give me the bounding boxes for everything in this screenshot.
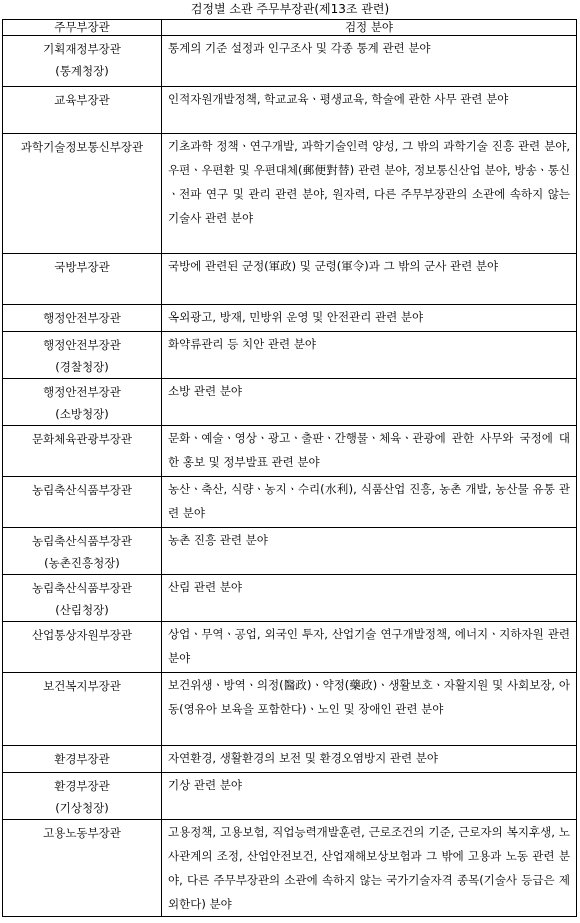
table-row <box>3 332 577 379</box>
ministry-cell: 문화체육관광부장관 <box>3 426 162 477</box>
table-row <box>3 746 577 773</box>
ministry-cell: 행정안전부장관 (경찰청장) <box>3 332 162 379</box>
field-cell: 문화ㆍ예술ㆍ영상ㆍ광고ㆍ출판ㆍ간행물ㆍ체육ㆍ관광에 관한 사무와 국정에 대한 홍보 및 정부발표 관련 분야 <box>162 426 577 477</box>
ministry-cell: 행정안전부장관 (소방청장) <box>3 379 162 426</box>
table-row <box>3 622 577 673</box>
ministry-cell: 과학기술정보통신부장관 <box>3 134 162 254</box>
ministry-cell: 행정안전부장관 <box>3 305 162 332</box>
field-cell: 기상 관련 분야 <box>162 773 577 820</box>
ministry-cell: 고용노동부장관 <box>3 820 162 917</box>
header-row <box>3 20 577 36</box>
ministry-cell: 농림축산식품부장관 (농촌진흥청장) <box>3 528 162 575</box>
field-cell: 농촌 진흥 관련 분야 <box>162 528 577 575</box>
field-cell: 고용정책, 고용보험, 직업능력개발훈련, 근로조건의 기준, 근로자의 복지후생, 노사관계의 조정, 산업안전보건, 산업재해보상보험과 그 밖에 고용과 노동 관련 분야, 다른 주무부장관의 소관에 속하지 않는 국가기술자격 종목(기술사 등급은 제외한다) 분야 <box>162 820 577 917</box>
ministry-cell: 국방부장관 <box>3 254 162 305</box>
table-title: 검정별 소관 주무부장관(제13조 관련) <box>190 2 390 16</box>
ministry-cell: 환경부장관 <box>3 746 162 773</box>
ministry-table <box>2 19 577 917</box>
field-cell: 자연환경, 생활환경의 보전 및 환경오염방지 관련 분야 <box>162 746 577 773</box>
ministry-cell: 산업통상자원부장관 <box>3 622 162 673</box>
ministry-cell: 농림축산식품부장관 (산림청장) <box>3 575 162 622</box>
ministry-cell: 환경부장관 (기상청장) <box>3 773 162 820</box>
table-row <box>3 305 577 332</box>
field-cell: 옥외광고, 방재, 민방위 운영 및 안전관리 관련 분야 <box>162 305 577 332</box>
table-row <box>3 36 577 87</box>
table-row <box>3 820 577 917</box>
field-cell: 산림 관련 분야 <box>162 575 577 622</box>
table-row <box>3 528 577 575</box>
field-cell: 보건위생ㆍ방역ㆍ의정(醫政)ㆍ약정(藥政)ㆍ생활보호ㆍ자활지원 및 사회보장, 아동(영유아 보육을 포함한다)ㆍ노인 및 장애인 관련 분야 <box>162 673 577 746</box>
ministry-cell: 교육부장관 <box>3 87 162 134</box>
ministry-cell: 보건복지부장관 <box>3 673 162 746</box>
field-cell: 기초과학 정책ㆍ연구개발, 과학기술인력 양성, 그 밖의 과학기술 진흥 관련 분야, 우편ㆍ우편환 및 우편대체(郵便對替) 관련 분야, 정보통신산업 분야, 방송ㆍ통신ㆍ전파 연구 및 관리 관련 분야, 원자력, 다른 주무부장관의 소관에 속하지 않는 기술사 관련 분야 <box>162 134 577 254</box>
table-row <box>3 254 577 305</box>
ministry-cell: 기획재정부장관 (통계청장) <box>3 36 162 87</box>
field-cell: 인적자원개발정책, 학교교육ㆍ평생교육, 학술에 관한 사무 관련 분야 <box>162 87 577 134</box>
table-row <box>3 575 577 622</box>
field-cell: 국방에 관련된 군정(軍政) 및 군령(軍令)과 그 밖의 군사 관련 분야 <box>162 254 577 305</box>
table-row <box>3 379 577 426</box>
table-row <box>3 773 577 820</box>
table-row <box>3 477 577 528</box>
header-field: 검정 분야 <box>162 20 577 36</box>
table-row <box>3 87 577 134</box>
table-row <box>3 134 577 254</box>
field-cell: 소방 관련 분야 <box>162 379 577 426</box>
field-cell: 농산ㆍ축산, 식량ㆍ농지ㆍ수리(水利), 식품산업 진흥, 농촌 개발, 농산물 유통 관련 분야 <box>162 477 577 528</box>
table-row <box>3 673 577 746</box>
field-cell: 상업ㆍ무역ㆍ공업, 외국인 투자, 산업기술 연구개발정책, 에너지ㆍ지하자원 관련 분야 <box>162 622 577 673</box>
ministry-cell: 농림축산식품부장관 <box>3 477 162 528</box>
table-row <box>3 426 577 477</box>
header-ministry: 주무부장관 <box>3 20 162 36</box>
field-cell: 통계의 기준 설정과 인구조사 및 각종 통계 관련 분야 <box>162 36 577 87</box>
field-cell: 화약류관리 등 치안 관련 분야 <box>162 332 577 379</box>
